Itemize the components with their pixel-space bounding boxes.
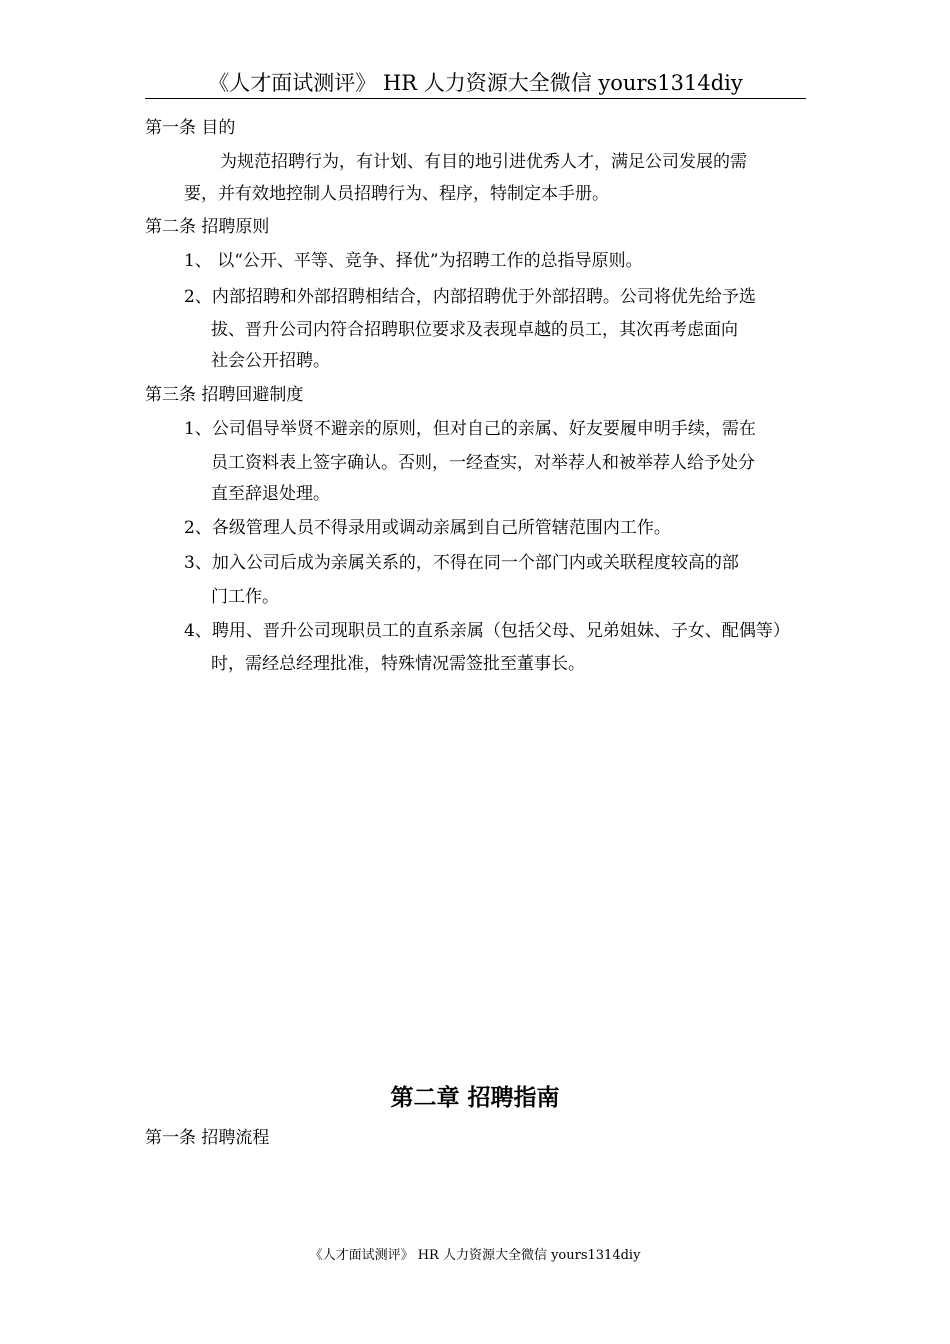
article-2-title: 第二条 招聘原则 xyxy=(145,217,270,237)
article-2-item-2-line-2: 拔、晋升公司内符合招聘职位要求及表现卓越的员工，其次再考虑面向 xyxy=(211,320,738,340)
article-3-item-1-line-3: 直至辞退处理。 xyxy=(211,484,330,504)
article-3-item-1-line-1: 1、公司倡导举贤不避亲的原则，但对自己的亲属、好友要履申明手续，需在 xyxy=(184,419,756,439)
page-header: 《人才面试测评》 HR 人力资源大全微信 yours1314diy xyxy=(145,68,806,99)
article-3-item-4-line-2: 时，需经总经理批准，特殊情况需签批至董事长。 xyxy=(211,654,585,674)
article-3-title: 第三条 招聘回避制度 xyxy=(145,385,304,405)
article-3-item-4-line-1: 4、聘用、晋升公司现职员工的直系亲属（包括父母、兄弟姐妹、子女、配偶等） xyxy=(184,621,790,641)
article-3-item-1-line-2: 员工资料表上签字确认。否则，一经查实，对举荐人和被举荐人给予处分 xyxy=(211,453,755,473)
article-1-title: 第一条 目的 xyxy=(145,118,236,138)
chapter-2-article-1-title: 第一条 招聘流程 xyxy=(145,1128,270,1148)
article-3-item-3-line-1: 3、加入公司后成为亲属关系的，不得在同一个部门内或关联程度较高的部 xyxy=(184,553,739,573)
article-2-item-1: 1、 以“公开、平等、竞争、择优”为招聘工作的总指导原则。 xyxy=(184,251,643,271)
article-3-item-2: 2、各级管理人员不得录用或调动亲属到自己所管辖范围内工作。 xyxy=(184,518,671,538)
chapter-title: 第二章 招聘指南 xyxy=(390,1085,560,1111)
article-1-paragraph-line-1: 为规范招聘行为，有计划、有目的地引进优秀人才，满足公司发展的需 xyxy=(220,152,747,172)
article-2-item-2-line-3: 社会公开招聘。 xyxy=(211,351,330,371)
article-3-item-3-line-2: 门工作。 xyxy=(211,587,279,607)
article-1-paragraph-line-2: 要，并有效地控制人员招聘行为、程序，特制定本手册。 xyxy=(184,184,609,204)
page-footer: 《人才面试测评》 HR 人力资源大全微信 yours1314diy xyxy=(309,1248,641,1263)
article-2-item-2-line-1: 2、内部招聘和外部招聘相结合，内部招聘优于外部招聘。公司将优先给予选 xyxy=(184,287,756,307)
